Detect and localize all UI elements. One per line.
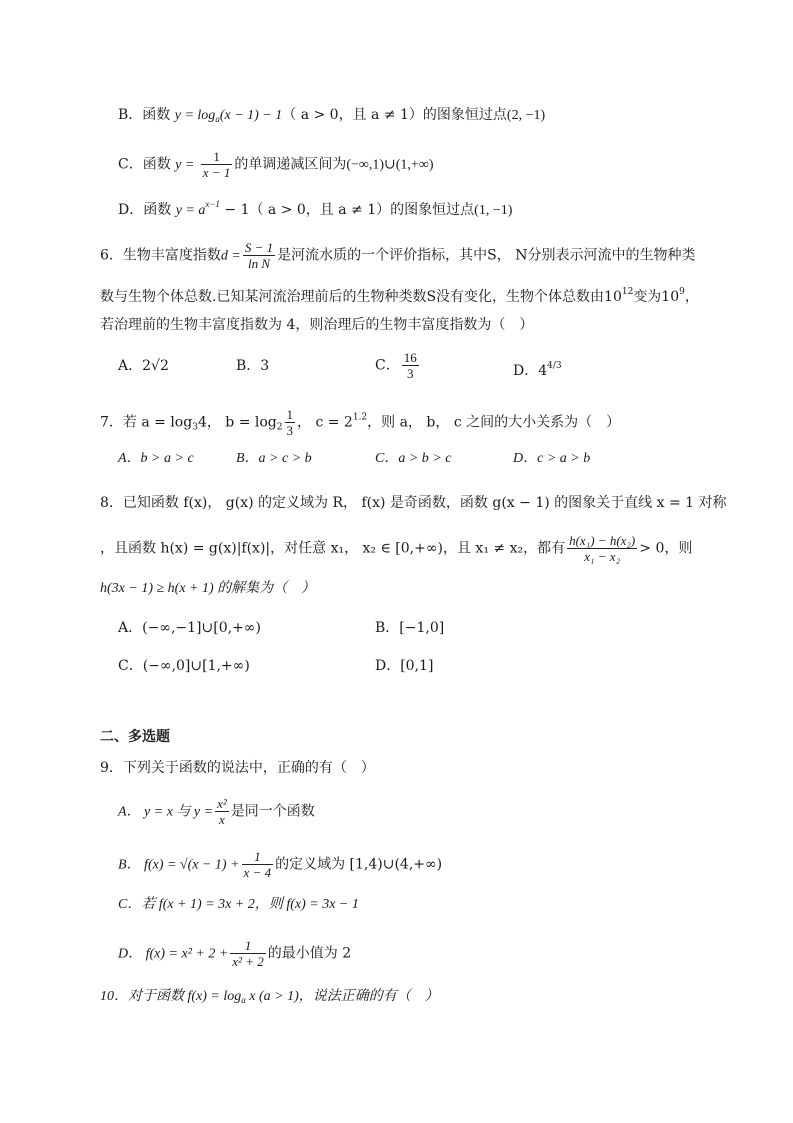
- sub: a: [215, 114, 220, 124]
- numerator: x²: [217, 796, 227, 811]
- expr: y = log: [174, 108, 216, 123]
- text: ，则 a， b， c 之间的大小关系为（ ）: [367, 414, 621, 431]
- fraction: [402, 350, 419, 381]
- denominator: x: [219, 812, 225, 827]
- text: x (a > 1)，说法正确的有（ ）: [245, 989, 439, 1004]
- numerator: 1: [230, 938, 265, 954]
- q7-option-c: C．a > b > c: [375, 451, 452, 466]
- point: (1, −1): [474, 203, 513, 218]
- fraction: [230, 938, 265, 969]
- fraction: [285, 407, 296, 438]
- q6-line2: [100, 283, 699, 306]
- q9-option-a: [118, 796, 315, 827]
- q5-option-b: [118, 106, 545, 128]
- sup: 1.2: [352, 412, 368, 423]
- numerator: 16: [403, 350, 417, 365]
- denominator: ln N: [247, 256, 271, 271]
- text: 是同一个函数: [230, 803, 315, 820]
- label: C．: [375, 357, 400, 374]
- fraction: [201, 149, 233, 180]
- denominator: 3: [286, 423, 293, 438]
- denominator: x² + 2: [232, 954, 264, 969]
- text: 变为10: [633, 289, 680, 305]
- q7-stem: [100, 407, 620, 438]
- fraction: [243, 240, 275, 271]
- text: ，且函数 h(x) = g(x)|f(x)|，对任意 x₁， x₂ ∈ [0,+∞)，且 x₁ ≠ x₂，都有: [100, 540, 566, 557]
- text: 7．若 a = log: [100, 414, 193, 431]
- sup: 9: [679, 287, 685, 297]
- interval: (−∞,1)∪(1,+∞): [346, 157, 434, 173]
- q7-option-d: D．c > a > b: [513, 451, 591, 466]
- section-heading: 二、多选题: [100, 729, 170, 745]
- numerator: 1: [286, 407, 293, 422]
- label: D．4: [513, 363, 548, 379]
- text: 数与生物个体总数.已知某河流治理前后的生物种类数S没有变化，生物个体总数由10: [100, 289, 622, 305]
- denominator: 3: [406, 366, 414, 381]
- numerator: 1: [242, 849, 274, 865]
- q8-option-a: A．(−∞,−1]∪[0,+∞): [118, 620, 261, 636]
- q7-option-b: B．a > c > b: [236, 451, 312, 466]
- q6-option-c: [375, 350, 421, 381]
- denominator: x − 1: [202, 165, 231, 180]
- q6-line3: 若治理前的生物丰富度指数为 4，则治理后的生物丰富度指数为（ ）: [100, 317, 534, 333]
- cond: （ a > 0，且 a ≠ 1）的图象恒过点: [282, 107, 507, 123]
- lhs: d =: [220, 248, 241, 264]
- label: B．函数: [118, 107, 171, 123]
- arg: (x − 1) − 1: [219, 108, 283, 123]
- lhs: y =: [175, 157, 195, 173]
- q5-option-c: [118, 149, 433, 180]
- text: 是河流水质的一个评价指标，其中S， N分别表示河流中的生物种类: [277, 247, 696, 264]
- denominator: x₁ − x₂: [584, 549, 621, 564]
- q6-option-b: B．3: [236, 358, 270, 374]
- label: D．函数: [118, 202, 172, 218]
- point: (2, −1): [506, 108, 546, 123]
- text: A． y = x 与 y =: [118, 804, 214, 820]
- q8-line3: h(3x − 1) ≥ h(x + 1) 的解集为（ ）: [100, 581, 316, 596]
- numerator: 1: [201, 149, 233, 165]
- text: ，: [684, 289, 699, 305]
- text: 10．对于函数 f(x) = log: [100, 989, 242, 1004]
- fraction: [215, 796, 229, 827]
- q6-option-a: A．2√2: [118, 358, 169, 374]
- fraction: [242, 849, 274, 880]
- sup: 12: [621, 287, 634, 297]
- sub: 2: [276, 422, 283, 433]
- text: 的定义域为 [1,4)∪(4,+∞): [275, 856, 443, 873]
- fraction: [567, 533, 637, 564]
- rest: − 1（ a > 0，且 a ≠ 1）的图象恒过点: [219, 202, 475, 218]
- q9-stem: 9．下列关于函数的说法中，正确的有（ ）: [100, 760, 375, 776]
- numerator: h(x₁) − h(x₂): [569, 533, 636, 548]
- q6-option-d: [513, 357, 562, 380]
- q8-option-d: D．[0,1]: [375, 658, 434, 674]
- denominator: x − 4: [243, 865, 272, 880]
- q8-line2: [100, 533, 692, 564]
- q8-option-b: B．[−1,0]: [375, 620, 445, 636]
- label: C．函数: [118, 156, 171, 173]
- text: 4， b = log: [197, 414, 277, 431]
- expr: y = a: [175, 203, 206, 218]
- q10-stem: [100, 987, 439, 1009]
- text: ， c = 2: [297, 414, 353, 431]
- text: 的最小值为 2: [267, 945, 352, 962]
- q7-option-a: A．b > a > c: [118, 451, 194, 466]
- text: 的单调递减区间为: [234, 156, 347, 173]
- q9-option-c: C．若 f(x + 1) = 3x + 2，则 f(x) = 3x − 1: [118, 897, 359, 912]
- q9-option-d: [118, 938, 351, 969]
- q6-line1: [100, 240, 695, 271]
- sub: 3: [192, 422, 198, 433]
- text: D． f(x) = x² + 2 +: [118, 946, 229, 962]
- text: 6．生物丰富度指数: [100, 247, 221, 264]
- q8-line1: 8．已知函数 f(x)， g(x) 的定义域为 R， f(x) 是奇函数，函数 g(x − 1) 的图象关于直线 x = 1 对称: [100, 495, 727, 511]
- text: > 0，则: [639, 540, 693, 557]
- sub: a: [241, 995, 246, 1005]
- numerator: S − 1: [244, 240, 274, 255]
- text: B． f(x) = √(x − 1) +: [118, 857, 240, 873]
- q9-option-b: [118, 849, 442, 880]
- q5-option-d: [118, 195, 512, 220]
- sup: x−1: [205, 199, 220, 209]
- sup: 4/3: [547, 361, 562, 371]
- q8-option-c: C．(−∞,0]∪[1,+∞): [118, 658, 250, 674]
